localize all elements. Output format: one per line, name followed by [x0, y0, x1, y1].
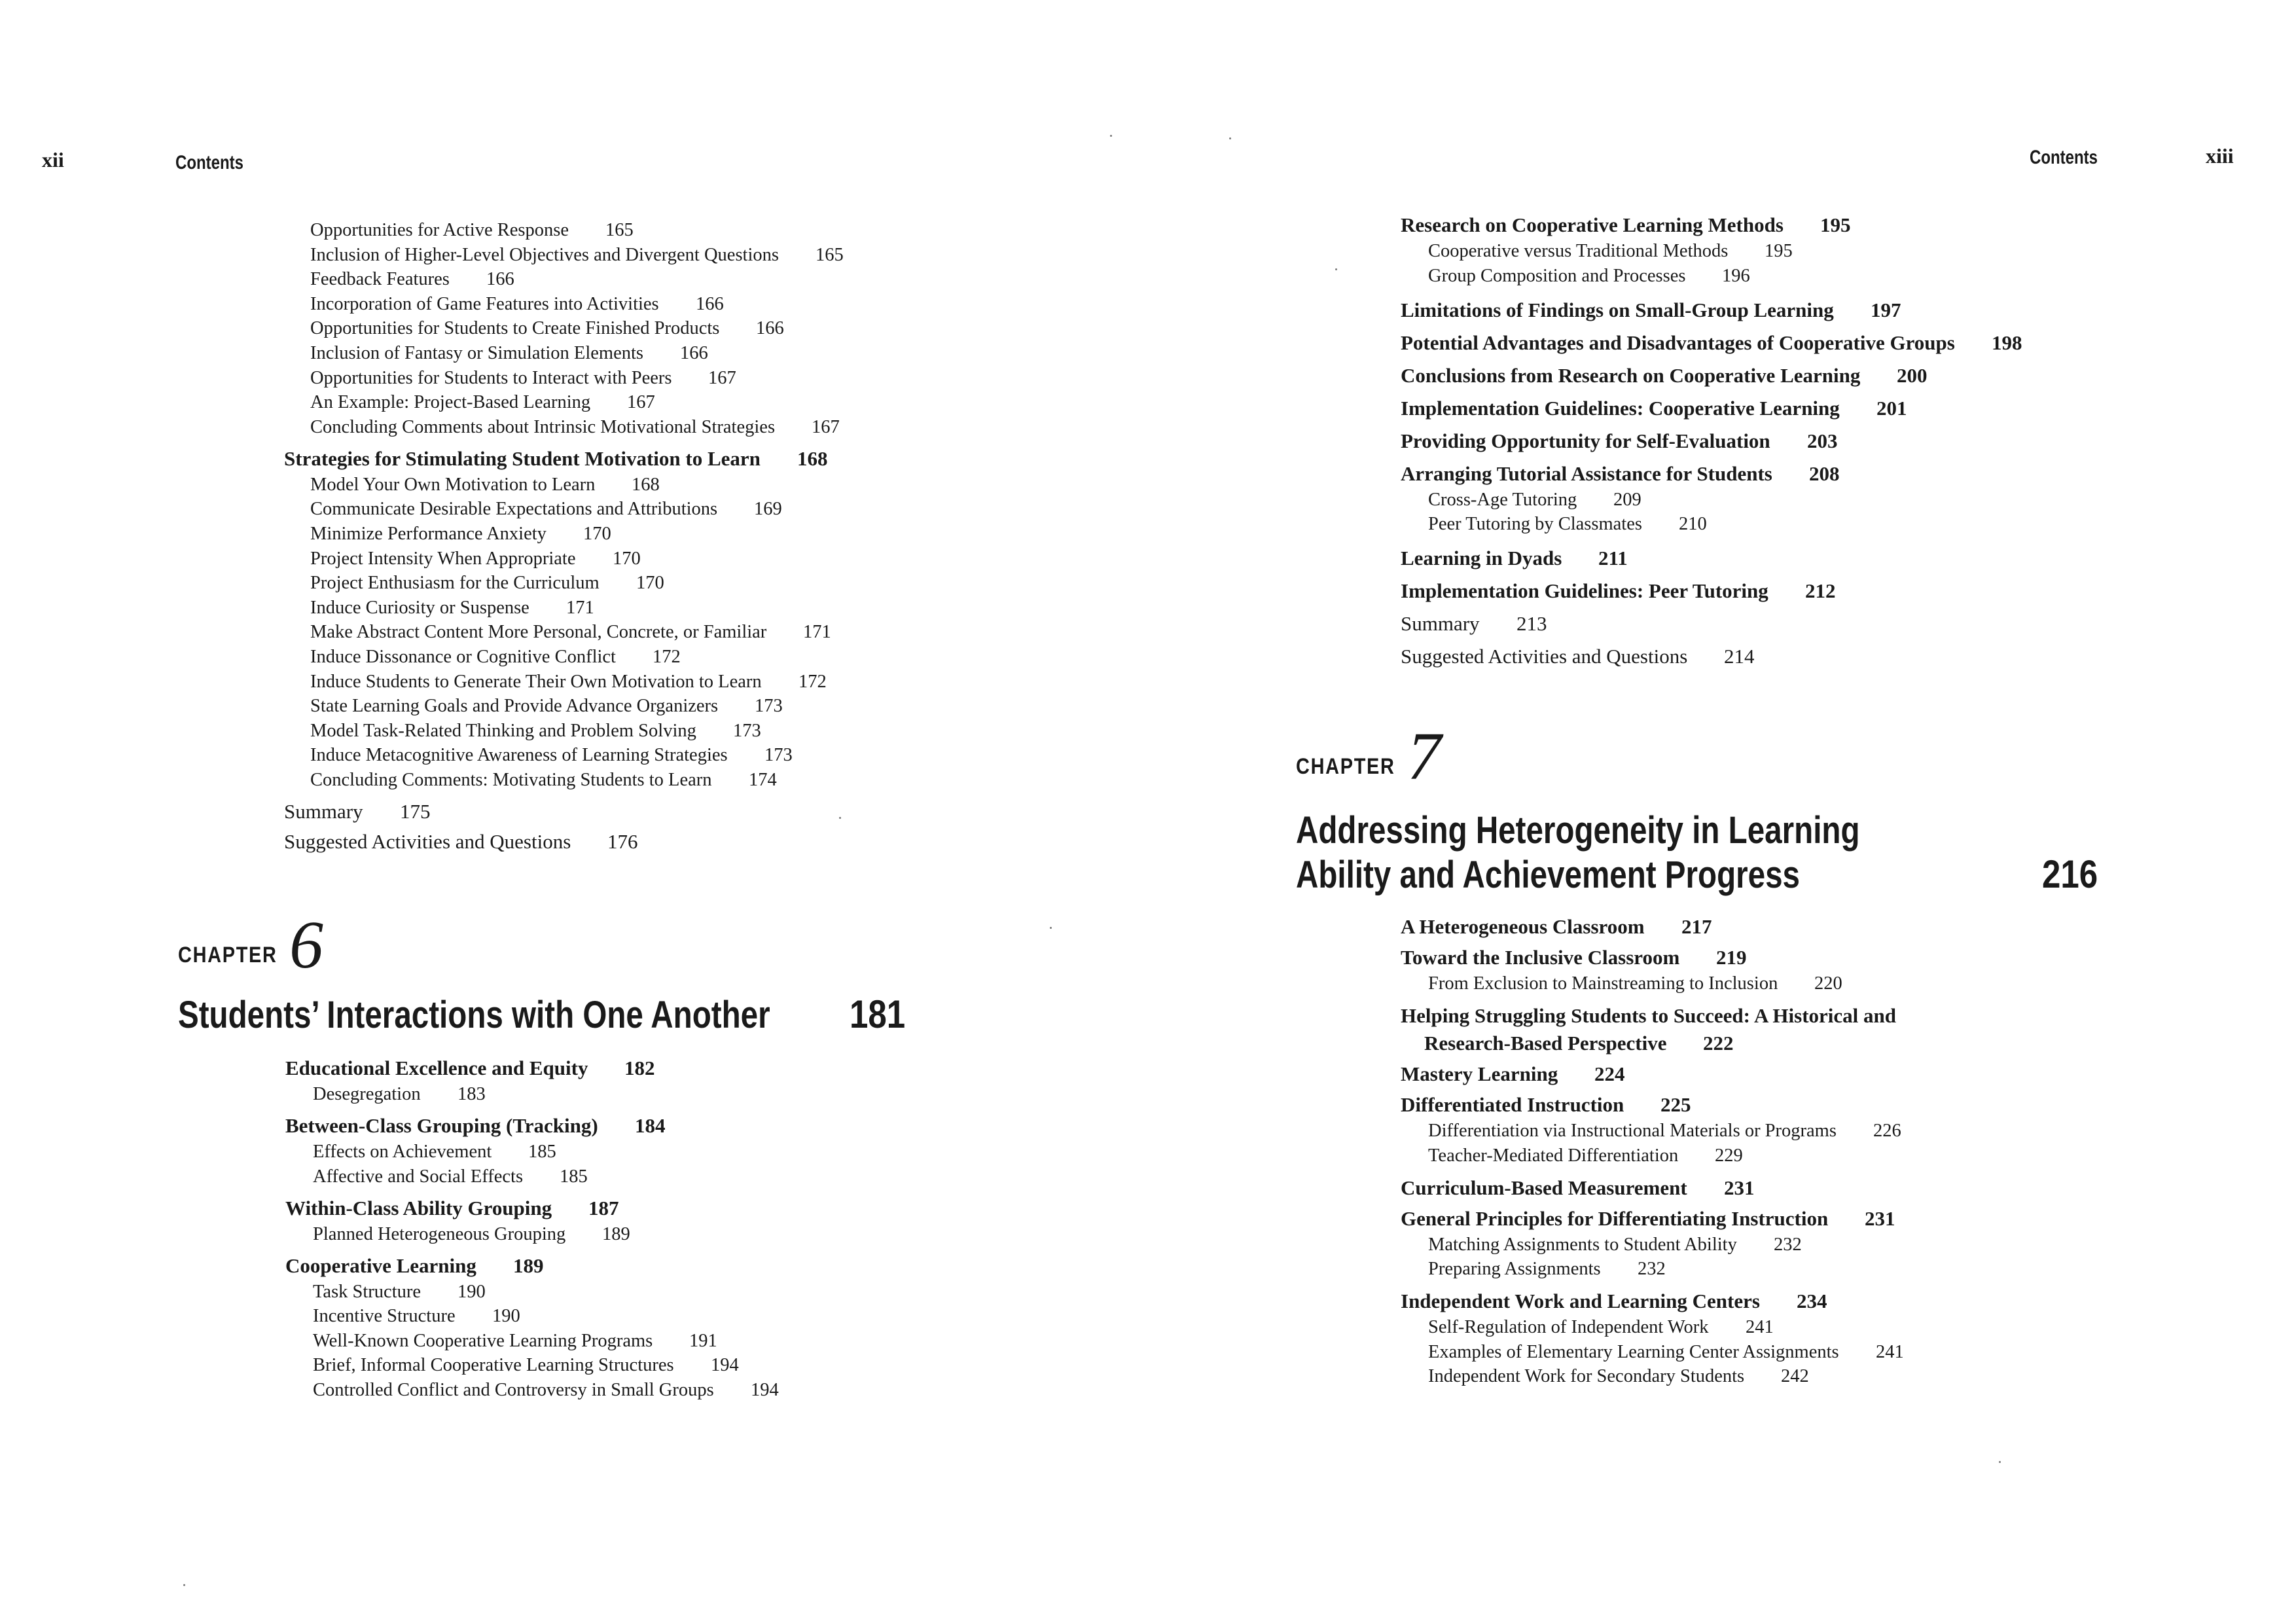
left-chapter-label: CHAPTER: [178, 943, 278, 967]
toc-entry-title: Within-Class Ability Grouping: [285, 1196, 552, 1219]
toc-entry-page: 185: [560, 1166, 588, 1187]
toc-entry-page: 214: [1724, 645, 1755, 668]
toc-entry-page: 224: [1594, 1062, 1625, 1085]
toc-entry: [285, 1056, 655, 1079]
toc-entry-page: 166: [756, 318, 784, 339]
toc-entry-title: Inclusion of Higher-Level Objectives and Divergent Questions: [310, 244, 779, 265]
toc-entry: [1401, 363, 1928, 387]
toc-entry: [1401, 1093, 1691, 1116]
toc-subentry: [310, 318, 784, 339]
toc-entry-page: 167: [708, 367, 736, 388]
toc-entry: [285, 1196, 619, 1219]
toc-entry-page: 229: [1715, 1145, 1743, 1166]
toc-entry: [1401, 396, 1907, 420]
toc-subentry: [1428, 1366, 1809, 1386]
toc-entry-title: Make Abstract Content More Personal, Concrete, or Familiar: [310, 622, 767, 643]
toc-entry: [1401, 1005, 1896, 1026]
toc-entry: [1424, 1032, 1734, 1055]
toc-subentry: [310, 244, 844, 265]
toc-entry-title: Limitations of Findings on Small-Group Learning: [1401, 298, 1834, 321]
scan-speck: [1335, 268, 1337, 270]
toc-subentry: [310, 745, 793, 766]
toc-entry: [1401, 1176, 1755, 1199]
scan-speck: [183, 1584, 185, 1586]
toc-entry: [1401, 1290, 1827, 1312]
scan-speck: [1999, 1461, 2001, 1463]
toc-entry-page: 241: [1746, 1317, 1774, 1337]
left-chapter-title: Students’ Interactions with One Another: [178, 994, 770, 1036]
scan-speck: [1229, 137, 1231, 139]
toc-subentry: [310, 293, 724, 314]
toc-subentry: [310, 720, 761, 741]
toc-entry-title: Toward the Inclusive Classroom: [1401, 946, 1680, 969]
toc-entry: [1401, 331, 2022, 354]
toc-entry-title: Providing Opportunity for Self-Evaluation: [1401, 429, 1770, 452]
toc-entry-title: Inclusion of Fantasy or Simulation Elements: [310, 343, 643, 363]
toc-entry-title: Opportunities for Students to Interact with Peers: [310, 367, 672, 388]
toc-entry-title: Group Composition and Processes: [1428, 265, 1686, 286]
scan-speck: [1110, 135, 1112, 137]
toc-entry-title: Educational Excellence and Equity: [285, 1056, 588, 1079]
toc-entry-page: 198: [1992, 331, 2022, 354]
toc-entry-title: Strategies for Stimulating Student Motivation to Learn: [284, 446, 761, 470]
toc-entry-title: Cross-Age Tutoring: [1428, 489, 1577, 510]
toc-entry-title: Affective and Social Effects: [313, 1166, 524, 1187]
toc-entry-title: Minimize Performance Anxiety: [310, 524, 547, 544]
toc-entry: [1401, 1062, 1625, 1085]
toc-entry-page: 171: [803, 622, 831, 643]
toc-subentry: [310, 367, 736, 388]
toc-entry-title: Brief, Informal Cooperative Learning Structures: [313, 1355, 674, 1375]
toc-entry-page: 234: [1797, 1290, 1827, 1312]
toc-entry-title: Preparing Assignments: [1428, 1259, 1601, 1279]
toc-entry-title: Concluding Comments: Motivating Students to Learn: [310, 770, 712, 790]
toc-entry-page: 197: [1871, 298, 1901, 321]
toc-subentry: [1428, 1121, 1901, 1141]
toc-entry-page: 168: [632, 474, 660, 495]
toc-entry: [1401, 645, 1755, 668]
toc-entry-page: 189: [602, 1223, 630, 1244]
toc-subentry: [1428, 1145, 1743, 1166]
toc-entry-title: A Heterogeneous Classroom: [1401, 915, 1645, 938]
toc-subentry: [310, 770, 777, 790]
toc-entry-title: Suggested Activities and Questions: [284, 830, 571, 853]
toc-entry-page: 213: [1516, 612, 1547, 635]
toc-entry-page: 219: [1716, 946, 1747, 969]
right-chapter-number: 7: [1407, 719, 1441, 794]
toc-entry-title: Teacher-Mediated Differentiation: [1428, 1145, 1679, 1166]
toc-entry-title: Project Enthusiasm for the Curriculum: [310, 573, 600, 594]
toc-entry-page: 172: [653, 647, 681, 667]
toc-entry-title: Induce Students to Generate Their Own Motivation to Learn: [310, 671, 762, 692]
toc-entry-page: 172: [798, 671, 827, 692]
toc-entry-page: 194: [751, 1379, 779, 1400]
toc-entry-page: 226: [1873, 1121, 1901, 1141]
toc-entry-page: 182: [624, 1056, 655, 1079]
toc-entry-page: 173: [755, 696, 783, 717]
toc-entry-page: 170: [583, 524, 611, 544]
toc-entry-page: 168: [797, 446, 828, 470]
toc-entry-page: 187: [588, 1196, 619, 1219]
toc-subentry: [310, 573, 664, 594]
toc-entry-title: Concluding Comments about Intrinsic Motivational Strategies: [310, 416, 776, 437]
toc-subentry: [310, 696, 783, 717]
toc-subentry: [310, 597, 594, 618]
toc-entry-title: Between-Class Grouping (Tracking): [285, 1114, 598, 1137]
toc-subentry: [313, 1223, 630, 1244]
toc-entry-page: 232: [1774, 1234, 1802, 1255]
toc-entry-page: 225: [1660, 1093, 1691, 1116]
toc-entry: [1401, 213, 1851, 236]
toc-entry-page: 196: [1722, 265, 1750, 286]
toc-subentry: [310, 392, 655, 413]
toc-entry-title: Effects on Achievement: [313, 1142, 492, 1162]
scan-speck: [1050, 927, 1052, 929]
toc-entry-title: Feedback Features: [310, 269, 450, 290]
toc-entry-title: Research on Cooperative Learning Methods: [1401, 213, 1784, 236]
toc-subentry: [313, 1281, 486, 1302]
toc-entry-title: Incorporation of Game Features into Activities: [310, 293, 659, 314]
toc-entry-page: 220: [1814, 973, 1842, 994]
toc-entry-title: Opportunities for Active Response: [310, 220, 569, 240]
toc-entry-title: Induce Dissonance or Cognitive Conflict: [310, 647, 616, 667]
toc-entry-page: 195: [1820, 213, 1851, 236]
left-chapter-page: 181: [850, 992, 906, 1036]
toc-entry-page: 175: [400, 800, 431, 823]
toc-entry-title: Potential Advantages and Disadvantages of Cooperative Groups: [1401, 331, 1955, 354]
toc-entry-page: 166: [486, 269, 514, 290]
toc-subentry: [1428, 1259, 1666, 1279]
toc-entry-page: 170: [636, 573, 664, 594]
toc-subentry: [1428, 265, 1750, 286]
toc-subentry: [313, 1142, 556, 1162]
toc-entry-title: Differentiation via Instructional Materials or Programs: [1428, 1121, 1837, 1141]
toc-entry-page: 242: [1781, 1366, 1809, 1386]
toc-entry-title: Mastery Learning: [1401, 1062, 1558, 1085]
toc-entry-title: An Example: Project-Based Learning: [310, 392, 591, 413]
toc-entry-page: 201: [1876, 396, 1907, 420]
toc-subentry: [310, 474, 660, 495]
toc-entry-title: Model Your Own Motivation to Learn: [310, 474, 596, 495]
toc-entry-title: Desegregation: [313, 1084, 421, 1104]
toc-subentry: [313, 1379, 779, 1400]
left-running-head: Contents: [175, 152, 243, 173]
toc-entry-title: Planned Heterogeneous Grouping: [313, 1223, 566, 1244]
toc-entry-title: Arranging Tutorial Assistance for Students: [1401, 461, 1772, 485]
toc-entry: [284, 830, 638, 853]
toc-entry-title: Controlled Conflict and Controversy in Small Groups: [313, 1379, 714, 1400]
toc-subentry: [310, 647, 681, 667]
toc-entry-page: 167: [812, 416, 840, 437]
toc-subentry: [1428, 489, 1641, 510]
toc-entry-page: 176: [607, 830, 638, 853]
toc-entry-title: Self-Regulation of Independent Work: [1428, 1317, 1709, 1337]
toc-entry-page: 173: [733, 720, 761, 741]
toc-entry-title: Helping Struggling Students to Succeed: A Historical and: [1401, 1004, 1897, 1027]
toc-entry-page: 232: [1638, 1259, 1666, 1279]
toc-subentry: [1428, 1317, 1774, 1337]
toc-entry-title: Summary: [284, 800, 363, 823]
right-chapter-page: 216: [2042, 852, 2098, 896]
toc-entry: [284, 446, 828, 470]
toc-entry-title: Project Intensity When Appropriate: [310, 548, 576, 569]
toc-entry-page: 195: [1765, 241, 1793, 261]
toc-entry-page: 174: [749, 770, 777, 790]
toc-entry: [1401, 612, 1547, 635]
toc-entry-title: Model Task-Related Thinking and Problem Solving: [310, 720, 696, 741]
toc-entry-title: Task Structure: [313, 1281, 422, 1302]
toc-subentry: [313, 1306, 520, 1326]
toc-entry-page: 200: [1897, 363, 1928, 387]
toc-entry-title: Peer Tutoring by Classmates: [1428, 514, 1642, 534]
toc-entry-page: 166: [696, 293, 724, 314]
toc-subentry: [1428, 973, 1842, 994]
toc-entry: [285, 1114, 666, 1137]
toc-subentry: [310, 220, 634, 240]
toc-entry-title: Induce Curiosity or Suspense: [310, 597, 529, 618]
toc-entry-page: 231: [1724, 1176, 1755, 1199]
toc-entry-page: 212: [1805, 579, 1836, 602]
toc-entry-page: 190: [492, 1306, 520, 1326]
toc-entry-page: 183: [457, 1084, 486, 1104]
toc-entry-title: From Exclusion to Mainstreaming to Inclusion: [1428, 973, 1778, 994]
toc-entry: [1401, 298, 1901, 321]
toc-entry-page: 231: [1865, 1206, 1895, 1230]
toc-entry-title: Communicate Desirable Expectations and Attributions: [310, 499, 718, 520]
toc-entry-page: 189: [513, 1254, 544, 1277]
toc-entry-page: 208: [1809, 461, 1840, 485]
toc-entry: [1401, 547, 1628, 569]
toc-subentry: [1428, 1341, 1904, 1362]
right-chapter-label: CHAPTER: [1296, 754, 1395, 779]
toc-subentry: [310, 622, 831, 643]
toc-entry: [1401, 1206, 1895, 1230]
toc-entry-title: Independent Work for Secondary Students: [1428, 1366, 1745, 1386]
toc-entry-page: 241: [1876, 1341, 1904, 1362]
toc-subentry: [313, 1084, 486, 1104]
toc-entry-title: Implementation Guidelines: Cooperative Learning: [1401, 396, 1840, 420]
toc-entry-page: 166: [680, 343, 708, 363]
toc-entry-page: 185: [528, 1142, 556, 1162]
toc-entry-title: Independent Work and Learning Centers: [1401, 1290, 1760, 1312]
toc-subentry: [310, 524, 611, 544]
toc-subentry: [310, 416, 840, 437]
toc-entry-page: 211: [1598, 547, 1628, 569]
toc-entry: [1401, 429, 1838, 452]
toc-subentry: [313, 1355, 739, 1375]
toc-entry-page: 184: [635, 1114, 666, 1137]
toc-entry-page: 165: [605, 220, 634, 240]
toc-entry-page: 167: [627, 392, 655, 413]
toc-entry-title: Conclusions from Research on Cooperative Learning: [1401, 363, 1861, 387]
right-chapter-title-line1: Addressing Heterogeneity in Learning: [1296, 809, 1860, 852]
toc-entry-title: Implementation Guidelines: Peer Tutoring: [1401, 579, 1768, 602]
toc-subentry: [310, 671, 827, 692]
toc-entry-title: Summary: [1401, 612, 1480, 635]
toc-entry: [1401, 461, 1840, 485]
toc-entry-title: Research-Based Perspective: [1424, 1032, 1667, 1055]
toc-entry-title: Cooperative Learning: [285, 1254, 476, 1277]
toc-entry-page: 222: [1703, 1032, 1734, 1055]
toc-subentry: [310, 548, 641, 569]
toc-entry: [1401, 946, 1747, 969]
toc-entry-page: 170: [613, 548, 641, 569]
left-chapter-number: 6: [289, 907, 323, 983]
right-folio: xiii: [2206, 144, 2234, 168]
toc-entry-page: 210: [1679, 514, 1707, 534]
toc-entry: [284, 800, 431, 823]
toc-entry-title: Curriculum-Based Measurement: [1401, 1176, 1687, 1199]
toc-entry-title: General Principles for Differentiating Instruction: [1401, 1206, 1829, 1230]
toc-entry-page: 217: [1681, 915, 1712, 938]
toc-entry-title: Opportunities for Students to Create Finished Products: [310, 318, 720, 339]
right-running-head: Contents: [2030, 147, 2098, 168]
toc-entry-page: 173: [764, 745, 793, 766]
toc-entry-title: Suggested Activities and Questions: [1401, 645, 1688, 668]
toc-subentry: [313, 1330, 717, 1351]
toc-subentry: [310, 343, 708, 363]
toc-entry: [285, 1254, 544, 1277]
toc-entry-page: 209: [1613, 489, 1641, 510]
right-chapter-title-line2: Ability and Achievement Progress: [1296, 854, 1801, 896]
toc-entry: [1401, 915, 1712, 938]
toc-subentry: [1428, 241, 1793, 261]
toc-entry-page: 169: [754, 499, 782, 520]
toc-entry-title: Learning in Dyads: [1401, 547, 1562, 569]
toc-entry-title: Cooperative versus Traditional Methods: [1428, 241, 1729, 261]
toc-entry-title: State Learning Goals and Provide Advance Organizers: [310, 696, 719, 717]
toc-subentry: [310, 269, 514, 290]
toc-entry-title: Well-Known Cooperative Learning Programs: [313, 1330, 653, 1351]
toc-entry-title: Induce Metacognitive Awareness of Learning Strategies: [310, 745, 728, 766]
toc-entry-title: Matching Assignments to Student Ability: [1428, 1234, 1737, 1255]
toc-entry-title: Differentiated Instruction: [1401, 1093, 1624, 1116]
toc-entry: [1401, 579, 1836, 602]
toc-entry-page: 203: [1807, 429, 1838, 452]
toc-entry-page: 190: [457, 1281, 486, 1302]
toc-entry-page: 194: [711, 1355, 739, 1375]
left-folio: xii: [42, 148, 64, 171]
toc-entry-title: Examples of Elementary Learning Center Assignments: [1428, 1341, 1839, 1362]
toc-subentry: [1428, 1234, 1802, 1255]
toc-entry-title: Incentive Structure: [313, 1306, 456, 1326]
toc-subentry: [1428, 514, 1707, 534]
toc-entry-page: 165: [816, 244, 844, 265]
toc-subentry: [310, 499, 782, 520]
toc-entry-page: 191: [689, 1330, 717, 1351]
toc-entry-page: 171: [566, 597, 594, 618]
toc-subentry: [313, 1166, 588, 1187]
scan-speck: [839, 817, 841, 819]
